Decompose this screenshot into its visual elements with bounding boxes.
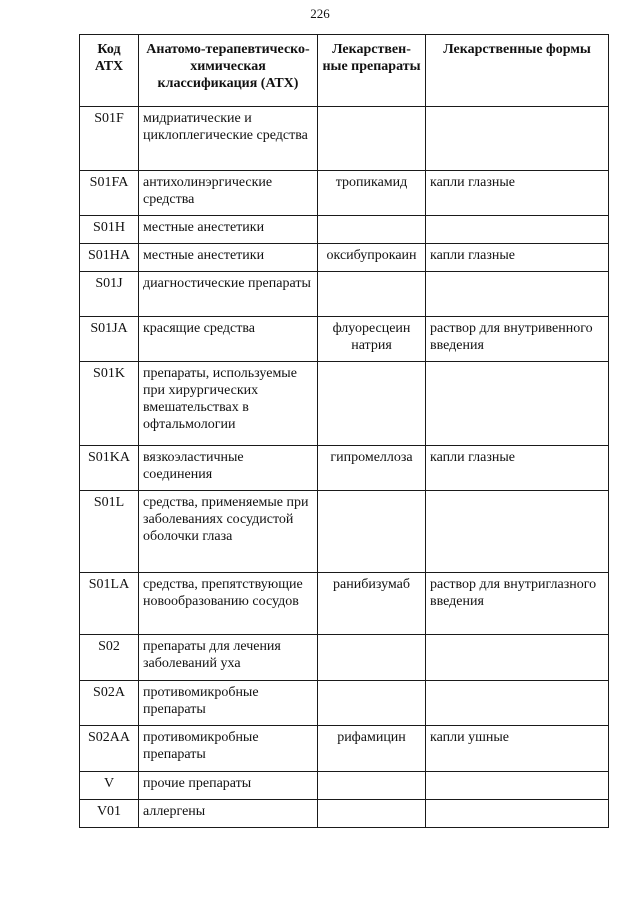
classification-cell: мидриатические и циклоплегические средства <box>139 107 318 171</box>
form-cell <box>426 772 609 800</box>
header-code: Код АТХ <box>80 35 139 107</box>
classification-cell: аллергены <box>139 800 318 828</box>
table-row <box>80 573 609 635</box>
table-row <box>80 362 609 446</box>
drug-cell <box>318 272 426 317</box>
drug-cell: рифамицин <box>318 726 426 772</box>
table-row <box>80 772 609 800</box>
table-row <box>80 216 609 244</box>
classification-cell: красящие средства <box>139 317 318 362</box>
classification-cell: прочие препараты <box>139 772 318 800</box>
form-cell: капли ушные <box>426 726 609 772</box>
classification-cell: диагностические препараты <box>139 272 318 317</box>
code-cell: S01LA <box>80 573 139 635</box>
code-cell: S02 <box>80 635 139 681</box>
code-cell: V <box>80 772 139 800</box>
form-cell <box>426 491 609 573</box>
header-classification: Анатомо-терапевтическо-химическая классификация (АТХ) <box>139 35 318 107</box>
header-forms: Лекарственные формы <box>426 35 609 107</box>
table-row <box>80 317 609 362</box>
code-cell: S01F <box>80 107 139 171</box>
form-cell <box>426 635 609 681</box>
table-row <box>80 681 609 726</box>
classification-cell: антихолинэргические средства <box>139 171 318 216</box>
table-row <box>80 272 609 317</box>
classification-cell: местные анестетики <box>139 216 318 244</box>
table-row <box>80 107 609 171</box>
code-cell: S01HA <box>80 244 139 272</box>
classification-cell: средства, препятствующие новообразованию сосудов <box>139 573 318 635</box>
code-cell: S01FA <box>80 171 139 216</box>
classification-cell: местные анестетики <box>139 244 318 272</box>
table-row <box>80 726 609 772</box>
classification-cell: препараты, используемые при хирургических вмешательствах в офтальмологии <box>139 362 318 446</box>
code-cell: V01 <box>80 800 139 828</box>
form-cell <box>426 107 609 171</box>
table-row <box>80 171 609 216</box>
code-cell: S02A <box>80 681 139 726</box>
code-cell: S02AA <box>80 726 139 772</box>
form-cell: раствор для внутривенного введения <box>426 317 609 362</box>
table-row <box>80 244 609 272</box>
drug-cell <box>318 681 426 726</box>
drug-cell <box>318 362 426 446</box>
drug-cell: оксибупрокаин <box>318 244 426 272</box>
table-row <box>80 446 609 491</box>
classification-cell: противомикробные препараты <box>139 726 318 772</box>
code-cell: S01J <box>80 272 139 317</box>
header-drugs: Лекарствен-ные препараты <box>318 35 426 107</box>
form-cell <box>426 800 609 828</box>
classification-cell: вязкоэластичные соединения <box>139 446 318 491</box>
table-row <box>80 491 609 573</box>
form-cell: раствор для внутриглазного введения <box>426 573 609 635</box>
drug-cell: тропикамид <box>318 171 426 216</box>
form-cell <box>426 216 609 244</box>
form-cell <box>426 272 609 317</box>
page-number: 226 <box>310 6 330 21</box>
drug-cell: флуоресцеин натрия <box>318 317 426 362</box>
code-cell: S01KA <box>80 446 139 491</box>
code-cell: S01L <box>80 491 139 573</box>
classification-cell: противомикробные препараты <box>139 681 318 726</box>
classification-cell: препараты для лечения заболеваний уха <box>139 635 318 681</box>
form-cell <box>426 362 609 446</box>
drug-cell <box>318 491 426 573</box>
drug-cell <box>318 772 426 800</box>
classification-cell: средства, применяемые при заболеваниях сосудистой оболочки глаза <box>139 491 318 573</box>
table-row <box>80 635 609 681</box>
table-header-row <box>80 35 609 107</box>
drug-cell: ранибизумаб <box>318 573 426 635</box>
code-cell: S01K <box>80 362 139 446</box>
drug-cell <box>318 800 426 828</box>
drug-cell <box>318 216 426 244</box>
code-cell: S01H <box>80 216 139 244</box>
drug-cell <box>318 635 426 681</box>
form-cell: капли глазные <box>426 446 609 491</box>
form-cell: капли глазные <box>426 171 609 216</box>
form-cell <box>426 681 609 726</box>
atx-table <box>79 34 609 828</box>
form-cell: капли глазные <box>426 244 609 272</box>
drug-cell: гипромеллоза <box>318 446 426 491</box>
code-cell: S01JA <box>80 317 139 362</box>
drug-cell <box>318 107 426 171</box>
table-row <box>80 800 609 828</box>
